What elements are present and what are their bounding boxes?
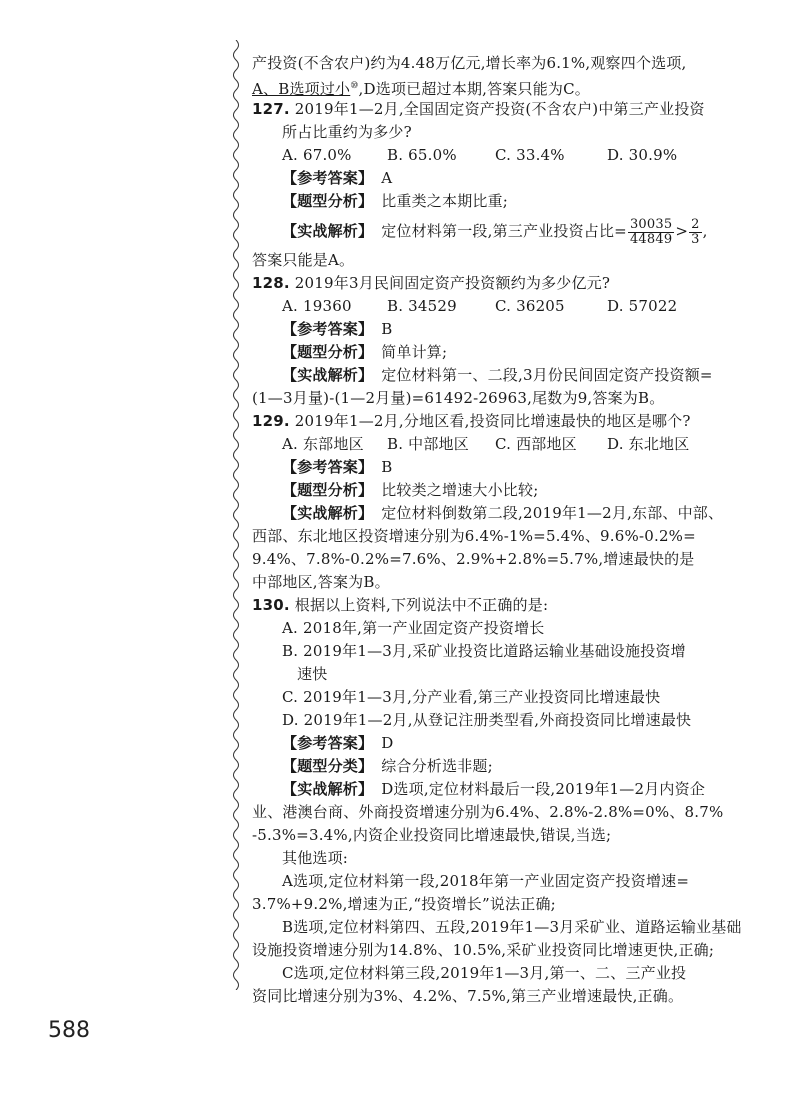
type-tag: 【题型分析】 xyxy=(282,192,374,210)
analysis-text: 定位材料第一、二段,3月份民间固定资产投资额= xyxy=(381,366,713,384)
option-a: A. 19360 xyxy=(282,297,352,315)
answer-page xyxy=(252,52,742,1008)
options-129 xyxy=(252,433,726,456)
other-options-heading: 其他选项: xyxy=(282,849,349,867)
answer-129 xyxy=(252,456,726,479)
analysis-text: D选项,定位材料最后一段,2019年1—2月内资企 xyxy=(381,780,706,798)
question-text: 根据以上资料,下列说法中不正确的是: xyxy=(294,596,549,614)
options-127 xyxy=(252,144,726,167)
option-d: D. 57022 xyxy=(607,297,678,315)
answer-tag: 【参考答案】 xyxy=(282,169,374,187)
type-128 xyxy=(252,341,726,364)
margin-wavy-line xyxy=(229,40,243,990)
option-c-analysis-cont: 资同比增速分别为3%、4.2%、7.5%,第三产业增速最快,正确。 xyxy=(252,987,684,1005)
fraction-2 xyxy=(689,218,701,247)
option-a-analysis-cont: 3.7%+9.2%,增速为正,“投资增长”说法正确; xyxy=(252,895,556,913)
type-tag: 【题型分类】 xyxy=(282,757,374,775)
option-c-analysis: C选项,定位材料第三段,2019年1—3月,第一、二、三产业投 xyxy=(282,964,687,982)
option-b: B. 中部地区 xyxy=(387,435,469,453)
comma: , xyxy=(702,222,708,240)
option-b-analysis-cont: 设施投资增速分别为14.8%、10.5%,采矿业投资同比增速更快,正确; xyxy=(252,941,715,959)
type-value: 简单计算; xyxy=(381,343,448,361)
type-value: 比重类之本期比重; xyxy=(381,192,509,210)
analysis-128-cont: (1—3月量)-(1—2月量)=61492-26963,尾数为9,答案为B。 xyxy=(252,389,665,407)
intro-line-1: 产投资(不含农户)约为4.48万亿元,增长率为6.1%,观察四个选项, xyxy=(252,54,687,72)
question-number: 130. xyxy=(252,596,290,614)
option-b-cont: 速快 xyxy=(297,665,328,683)
answer-128 xyxy=(252,318,726,341)
answer-127 xyxy=(252,167,726,190)
option-d: D. 东北地区 xyxy=(607,435,690,453)
option-b: B. 2019年1—3月,采矿业投资比道路运输业基础设施投资增 xyxy=(282,642,686,660)
fraction-1 xyxy=(628,218,674,247)
option-a: A. 东部地区 xyxy=(282,435,364,453)
answer-value: B xyxy=(381,458,393,476)
answer-130 xyxy=(252,732,726,755)
question-text: 2019年1—2月,分地区看,投资同比增速最快的地区是哪个? xyxy=(294,412,691,430)
answer-tag: 【参考答案】 xyxy=(282,320,374,338)
options-128 xyxy=(252,295,726,318)
analysis-tag: 【实战解析】 xyxy=(282,780,374,798)
analysis-130-cont-2: -5.3%=3.4%,内资企业投资同比增速最快,错误,当选; xyxy=(252,826,612,844)
analysis-127-end: 答案只能是A。 xyxy=(252,251,355,269)
option-b-analysis: B选项,定位材料第四、五段,2019年1—3月采矿业、道路运输业基础 xyxy=(282,918,742,936)
analysis-tag: 【实战解析】 xyxy=(282,366,374,384)
type-value: 比较类之增速大小比较; xyxy=(381,481,539,499)
analysis-129-cont-3: 中部地区,答案为B。 xyxy=(252,573,390,591)
option-d: D. 2019年1—2月,从登记注册类型看,外商投资同比增速最快 xyxy=(282,711,692,729)
option-d: D. 30.9% xyxy=(607,146,678,164)
type-tag: 【题型分析】 xyxy=(282,343,374,361)
page-number: 588 xyxy=(48,1018,90,1043)
question-text-cont: 所占比重约为多少? xyxy=(282,123,412,141)
option-a: A. 67.0% xyxy=(282,146,352,164)
analysis-tag: 【实战解析】 xyxy=(282,222,374,240)
answer-value: D xyxy=(381,734,394,752)
analysis-130-cont-1: 业、港澳台商、外商投资增速分别为6.4%、2.8%-2.8%=0%、8.7% xyxy=(252,803,724,821)
question-127 xyxy=(252,98,726,121)
type-tag: 【题型分析】 xyxy=(282,481,374,499)
question-text: 2019年1—2月,全国固定资产投资(不含农户)中第三产业投资 xyxy=(294,100,705,118)
answer-tag: 【参考答案】 xyxy=(282,734,374,752)
intro-line-2 xyxy=(252,75,726,98)
option-c: C. 西部地区 xyxy=(495,435,577,453)
type-value: 综合分析选非题; xyxy=(381,757,493,775)
analysis-text: 定位材料第一段,第三产业投资占比= xyxy=(381,222,627,240)
answer-value: B xyxy=(381,320,393,338)
analysis-text: 定位材料倒数第二段,2019年1—2月,东部、中部、 xyxy=(381,504,724,522)
option-c: C. 2019年1—3月,分产业看,第三产业投资同比增速最快 xyxy=(282,688,661,706)
option-c: C. 36205 xyxy=(495,297,565,315)
analysis-129-cont-2: 9.4%、7.8%-0.2%=7.6%、2.9%+2.8%=5.7%,增速最快的是 xyxy=(252,550,695,568)
intro-underlined-text: A、B选项过小 xyxy=(252,80,351,98)
option-a: A. 2018年,第一产业固定资产投资增长 xyxy=(282,619,545,637)
intro-line-2-rest: ,D选项已超过本期,答案只能为C。 xyxy=(358,80,590,98)
question-128 xyxy=(252,272,726,295)
analysis-129-cont-1: 西部、东北地区投资增速分别为6.4%-1%=5.4%、9.6%-0.2%= xyxy=(252,527,696,545)
footnote-marker: ⑩ xyxy=(350,81,359,91)
question-number: 127. xyxy=(252,100,290,118)
question-number: 129. xyxy=(252,412,290,430)
answer-value: A xyxy=(381,169,393,187)
answer-tag: 【参考答案】 xyxy=(282,458,374,476)
option-c: C. 33.4% xyxy=(495,146,565,164)
analysis-128 xyxy=(252,364,726,387)
fraction-numerator: 2 xyxy=(691,216,700,232)
fraction-numerator: 30035 xyxy=(629,216,673,232)
analysis-130 xyxy=(252,778,726,801)
greater-than-sign: > xyxy=(675,222,689,240)
fraction-denominator: 44849 xyxy=(629,231,673,247)
type-127 xyxy=(252,190,726,213)
analysis-129 xyxy=(252,502,726,525)
question-129 xyxy=(252,410,726,433)
question-text: 2019年3月民间固定资产投资额约为多少亿元? xyxy=(294,274,611,292)
option-b: B. 34529 xyxy=(387,297,457,315)
option-a-analysis: A选项,定位材料第一段,2018年第一产业固定资产投资增速= xyxy=(282,872,690,890)
type-130 xyxy=(252,755,726,778)
analysis-tag: 【实战解析】 xyxy=(282,504,374,522)
option-b: B. 65.0% xyxy=(387,146,457,164)
type-129 xyxy=(252,479,726,502)
fraction-denominator: 3 xyxy=(691,231,700,247)
analysis-127 xyxy=(252,213,726,249)
question-number: 128. xyxy=(252,274,290,292)
question-130 xyxy=(252,594,726,617)
